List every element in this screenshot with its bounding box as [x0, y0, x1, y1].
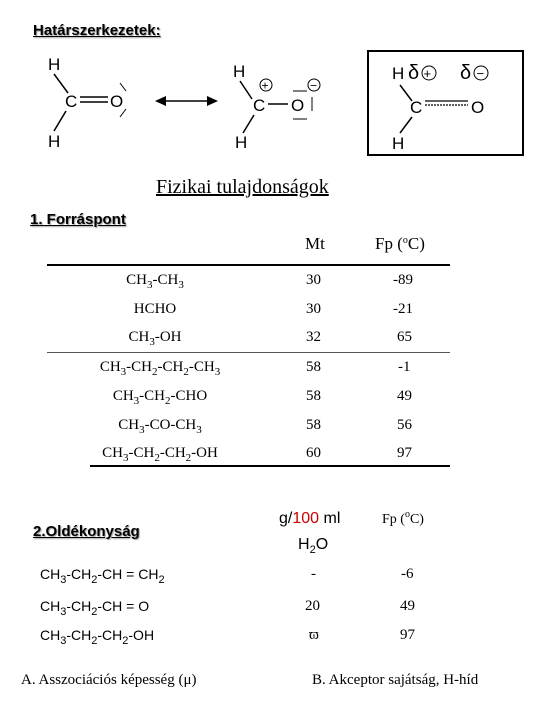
column-header-water: $H_2O$	[298, 536, 329, 556]
cell-fp: 97	[397, 445, 412, 461]
cell-solubility: ϖ	[309, 627, 319, 643]
cell-mt: 60	[306, 445, 321, 461]
atom-h: H	[235, 133, 248, 152]
section-title-boiling-point: 1. Forráspont	[30, 211, 126, 228]
column-header-mt: Mt	[305, 234, 325, 253]
page-title: Fizikai tulajdonságok	[156, 176, 329, 198]
table-row: $CH_3-CH_2-CH_2-OH$	[102, 445, 218, 464]
footer-acceptor: B. Akceptor sajátság, H-híd	[312, 672, 479, 688]
table-rule	[90, 465, 450, 467]
resonance-arrow	[155, 96, 218, 106]
minus-sign: −	[476, 66, 485, 81]
cell-fp: 56	[397, 417, 412, 433]
table-row: $CH_3-CO-CH_3$	[118, 417, 202, 436]
column-header-fp: Fp ($^o$C)	[382, 509, 424, 527]
atom-c: C	[410, 98, 423, 117]
table-row: $CH_3-CH_2-CH_2-CH_3$	[99, 359, 221, 378]
table-row: HCHO	[133, 301, 177, 317]
structure-middle	[233, 62, 320, 152]
cell-fp: 49	[397, 388, 412, 404]
atom-o: O	[471, 98, 485, 117]
cell-solubility: -	[311, 566, 316, 582]
cell-mt: 30	[306, 272, 321, 288]
table-row: $CH_3-CH_2$-CHO	[112, 388, 208, 407]
minus-sign: −	[310, 78, 318, 93]
table-row: $CH_3-CH_3$	[126, 272, 184, 291]
cell-mt: 58	[306, 359, 321, 375]
cell-mt: 32	[306, 329, 321, 345]
atom-h: H	[48, 55, 61, 74]
atom-o: O	[291, 96, 305, 115]
delta-symbol: δ	[408, 62, 420, 84]
cell-fp: 97	[400, 627, 415, 643]
structure-right	[368, 51, 523, 155]
cell-solubility: 20	[305, 598, 320, 614]
column-header-solubility: g/100 ml	[279, 510, 341, 527]
atom-h: H	[392, 64, 405, 83]
column-header-fp: Fp ($^o$C)	[375, 234, 425, 253]
structure-left	[48, 55, 126, 151]
plus-sign: +	[423, 66, 432, 81]
table-divider	[47, 352, 450, 353]
atom-h: H	[233, 62, 246, 81]
mu-symbol: μ	[183, 672, 192, 688]
solubility-amount: 100	[292, 510, 320, 527]
atom-c: C	[65, 92, 78, 111]
cell-mt: 30	[306, 301, 321, 317]
cell-fp: -1	[398, 359, 411, 375]
cell-mt: 58	[306, 417, 321, 433]
cell-mt: 58	[306, 388, 321, 404]
plus-sign: +	[261, 78, 269, 93]
table-row: $CH_3-CH_2-CH = CH_2$	[40, 566, 165, 586]
table-row: $CH_3-OH$	[128, 329, 182, 348]
table-row: $CH_3-CH_2-CH_2-OH$	[40, 627, 155, 647]
atom-h: H	[48, 132, 61, 151]
resonance-structures	[0, 45, 540, 190]
table-rule	[47, 264, 450, 266]
cell-fp: 49	[400, 598, 415, 614]
table-row: $CH_3-CH_2-CH = O$	[40, 598, 150, 618]
header-label: Határszerkezetek:	[33, 22, 161, 39]
cell-fp: 65	[397, 329, 412, 345]
atom-o: O	[110, 92, 124, 111]
delta-symbol: δ	[460, 62, 472, 84]
section-title-solubility: 2.Oldékonyság	[33, 523, 140, 540]
footer-association: A. Asszociációs képesség (μ)	[21, 672, 197, 688]
cell-fp: -21	[393, 301, 413, 317]
atom-c: C	[253, 96, 266, 115]
atom-h: H	[392, 134, 405, 153]
cell-fp: -6	[401, 566, 414, 582]
cell-fp: -89	[393, 272, 413, 288]
